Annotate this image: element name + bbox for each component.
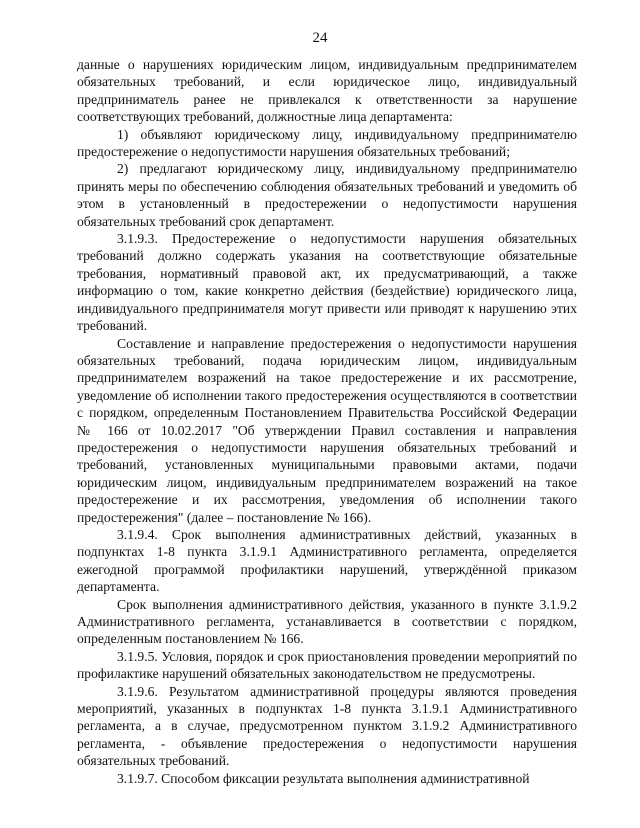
paragraph: Составление и направление предостережения о недопустимости нарушения обязательных требований, подача юридическим лицом, индивидуальным предпринимателем возражений на такое предостережение и их рассмотрение, уведомление об исполнении такого предостережения осуществляются в соответствии с порядком, определенным Постановлением Правительства Российской Федерации № 166 от 10.02.2017 "Об утверждении Правил составления и направления предостережения о недопустимости нарушения обязательных требований и требований, установленных муниципальными правовыми актами, подачи юридическим лицом, индивидуальным предпринимателем возражений на такое предостережение и их рассмотрения, уведомления об исполнении такого предостережения" (далее – постановление № 166). [77,335,577,525]
paragraph: 3.1.9.5. Условия, порядок и срок приостановления проведении мероприятий по профилактике нарушений обязательных законодательством не предусмотрены. [77,648,577,682]
paragraph: 2) предлагают юридическому лицу, индивидуальному предпринимателю принять меры по обеспечению соблюдения обязательных требований и уведомить об этом в установленный в предостережении о недопустимости нарушения обязательных требований срок департамент. [77,161,577,229]
paragraph: 3.1.9.6. Результатом административной процедуры являются проведения мероприятий, указанных в подпунктах 1-8 пункта 3.1.9.1 Административного регламента, а в случае, предусмотренном пунктом 3.1.9.2 Административного регламента, - объявление предостережения о недопустимости нарушения обязательных требований. [77,683,577,769]
paragraph: 3.1.9.3. Предостережение о недопустимости нарушения обязательных требований должно содержать указания на соответствующие обязательные требования, нормативный правовой акт, их предусматривающий, а также информацию о том, какие конкретно действия (бездействие) юридического лица, индивидуального предпринимателя могут привести или приводят к нарушению этих требований. [77,231,577,334]
paragraph: 3.1.9.4. Срок выполнения административных действий, указанных в подпунктах 1-8 пункта 3.1.9.1 Административного регламента, определяется ежегодной программой профилактики нарушений, утверждённой приказом департамента. [77,526,577,595]
paragraph: данные о нарушениях юридическим лицом, индивидуальным предпринимателем обязательных требований, и если юридическое лицо, индивидуальный предприниматель ранее не привлекался к ответственности за нарушение соответствующих требований, должностные лица департамента: [77,57,577,125]
page-number: 24 [312,30,328,46]
document-body [77,56,577,787]
paragraph: 3.1.9.7. Способом фиксации результата выполнения административной [117,770,530,786]
paragraph: Срок выполнения административного действия, указанного в пункте 3.1.9.2 Административного регламента, устанавливается в соответствии с порядком, определенным постановлением № 166. [77,596,577,647]
paragraph: 1) объявляют юридическому лицу, индивидуальному предпринимателю предостережение о недопустимости нарушения обязательных требований; [77,126,577,160]
